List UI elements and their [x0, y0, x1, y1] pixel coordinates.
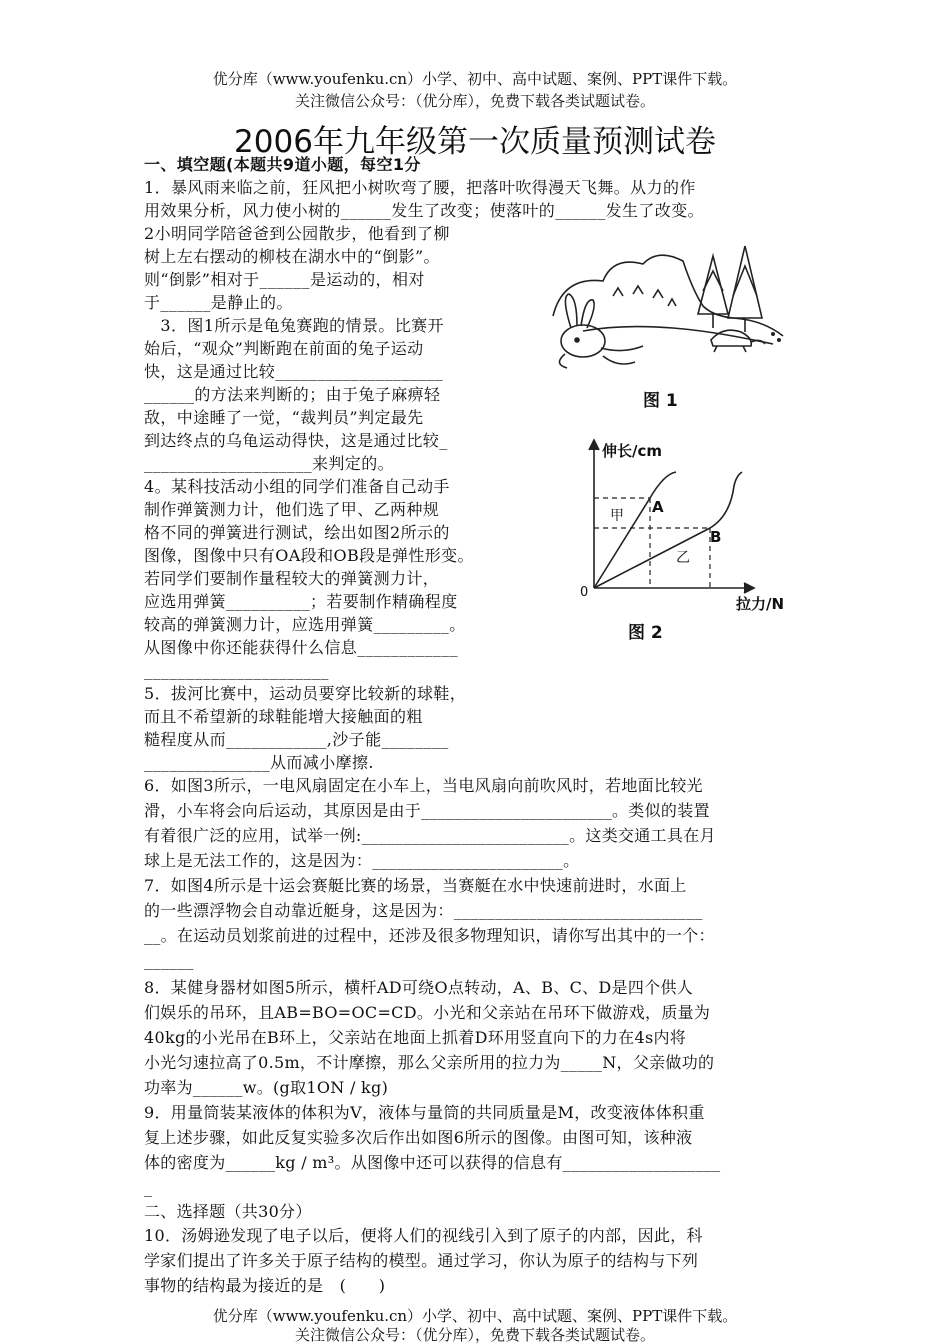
question-line: 1．暴风雨来临之前，狂风把小树吹弯了腰，把落叶吹得漫天飞舞。从力的作 — [144, 178, 696, 197]
question-line: 而且不希望新的球鞋能增大接触面的粗 — [144, 707, 423, 726]
question-line: 敌，中途睡了一觉，“裁判员”判定最先 — [144, 408, 424, 427]
figure-2-graph — [572, 436, 804, 612]
header-line-2: 关注微信公众号：（优分库），免费下载各类试题试卷。 — [294, 92, 655, 110]
question-line: 事物的结构最为接近的是 ( ) — [144, 1276, 386, 1295]
question-line: 树上左右摆动的柳枝在湖水中的“倒影”。 — [144, 247, 440, 266]
y-axis-label: 伸长/cm — [602, 442, 663, 460]
header-line-1: 优分库（www.youfenku.cn）小学、初中、高中试题、案例、PPT课件下载。 — [212, 70, 738, 88]
question-line: 始后，“观众”判断跑在前面的兔子运动 — [144, 339, 424, 358]
question-line: _ — [144, 1178, 153, 1197]
question-line: 学家们提出了许多关于原子结构的模型。通过学习，你认为原子的结构与下列 — [144, 1251, 699, 1270]
question-line: 糙程度从而____________,沙子能________ — [144, 730, 449, 749]
question-line: 4。某科技活动小组的同学们准备自己动手 — [144, 477, 450, 496]
question-line: ______的方法来判断的；由于兔子麻痹轻 — [144, 385, 441, 404]
question-line: 们娱乐的吊环，且AB=BO=OC=CD。小光和父亲站在吊环下做游戏，质量为 — [144, 1003, 711, 1022]
question-line: 用效果分析，风力使小树的______发生了改变；使落叶的______发生了改变。 — [144, 201, 705, 220]
question-line: 9．用量筒装某液体的体积为V，液体与量筒的共同质量是M，改变液体体积重 — [144, 1103, 705, 1122]
question-line: ______ — [144, 951, 194, 970]
x-axis-arrow — [744, 583, 754, 593]
point-b-label: B — [710, 528, 722, 546]
question-line: 8．某健身器材如图5所示，横杆AD可绕O点转动，A、B、C、D是四个供人 — [144, 978, 694, 997]
question-line: 应选用弹簧__________；若要制作精确程度 — [144, 592, 458, 611]
question-line: __。在运动员划浆前进的过程中，还涉及很多物理知识，请你写出其中的一个： — [144, 926, 715, 945]
series-b-label: 乙 — [676, 550, 690, 566]
series-a-line — [594, 472, 676, 588]
question-line: 较高的弹簧测力计，应选用弹簧_________。 — [144, 615, 466, 634]
question-line: 若同学们要制作量程较大的弹簧测力计， — [144, 569, 440, 588]
question-line: 6．如图3所示，一电风扇固定在小车上，当电风扇向前吹风时，若地面比较光 — [144, 776, 703, 795]
question-line: 格不同的弹簧进行测试，绘出如图2所示的 — [144, 523, 450, 542]
footer-line-2: 关注微信公众号：（优分库），免费下载各类试题试卷。 — [294, 1326, 655, 1344]
question-line: 从图像中你还能获得什么信息____________ — [144, 638, 459, 657]
question-line: ______________________ — [144, 661, 329, 680]
question-line: 图像，图像中只有OA段和OB段是弹性形变。 — [144, 546, 474, 565]
point-a-label: A — [652, 498, 664, 516]
figure-2-caption: 图 2 — [628, 623, 663, 643]
origin-label: 0 — [580, 585, 589, 600]
figure-1-illustration — [543, 236, 788, 376]
question-line: 7．如图4所示是十运会赛艇比赛的场景，当赛艇在水中快速前进时，水面上 — [144, 876, 687, 895]
question-line: 体的密度为______kg / m³。从图像中还可以获得的信息有___________________ — [144, 1153, 721, 1172]
question-line: _______________从而减小摩擦. — [144, 753, 374, 772]
question-line: 小光匀速拉高了0.5m，不计摩擦，那么父亲所用的拉力为_____N，父亲做功的 — [144, 1053, 715, 1072]
x-axis-label: 拉力/N — [736, 595, 785, 612]
question-line: 则“倒影”相对于______是运动的，相对 — [144, 270, 425, 289]
question-line: 5．拔河比赛中，运动员要穿比较新的球鞋， — [144, 684, 467, 703]
question-line: 的一些漂浮物会自动靠近艇身，这是因为：______________________________ — [144, 901, 703, 920]
question-line: 复上述步骤，如此反复实验多次后作出如图6所示的图像。由图可知，该种液 — [144, 1128, 693, 1147]
question-line: 10．汤姆逊发现了电子以后，便将人们的视线引入到了原子的内部，因此，科 — [144, 1226, 703, 1245]
y-axis-arrow — [589, 440, 599, 450]
question-line: 滑，小车将会向后运动，其原因是由于_______________________。类似的装置 — [144, 801, 710, 820]
question-line: 制作弹簧测力计，他们选了甲、乙两种规 — [144, 500, 440, 519]
footer-line-1: 优分库（www.youfenku.cn）小学、初中、高中试题、案例、PPT课件下载。 — [212, 1307, 738, 1325]
question-line: 功率为______w。(g取1ON / kg) — [144, 1078, 389, 1097]
question-line: 于______是静止的。 — [144, 293, 293, 312]
series-a-label: 甲 — [610, 508, 624, 524]
question-line: 球上是无法工作的，这是因为：_______________________。 — [144, 851, 580, 870]
section-heading-multiple-choice: 二、选择题（共30分） — [144, 1202, 312, 1221]
question-line: ____________________来判定的。 — [144, 454, 394, 473]
question-line: 快，这是通过比较____________________ — [144, 362, 444, 381]
question-line: 有着很广泛的应用，试举一例:_________________________。这类交通工具在月 — [144, 826, 716, 845]
question-line: 2小明同学陪爸爸到公园散步，他看到了柳 — [144, 224, 450, 243]
question-line: 40kg的小光吊在B环上，父亲站在地面上抓着D环用竖直向下的力在4s内将 — [144, 1028, 687, 1047]
page-title: 2006年九年级第一次质量预测试卷 — [234, 124, 716, 160]
question-line: 3．图1所示是龟兔赛跑的情景。比赛开 — [144, 316, 444, 335]
question-line: 到达终点的乌龟运动得快，这是通过比较_ — [144, 431, 448, 450]
figure-1-caption: 图 1 — [643, 391, 678, 411]
section-heading-fill-in: 一、填空题(本题共9道小题，每空1分 — [144, 155, 421, 174]
